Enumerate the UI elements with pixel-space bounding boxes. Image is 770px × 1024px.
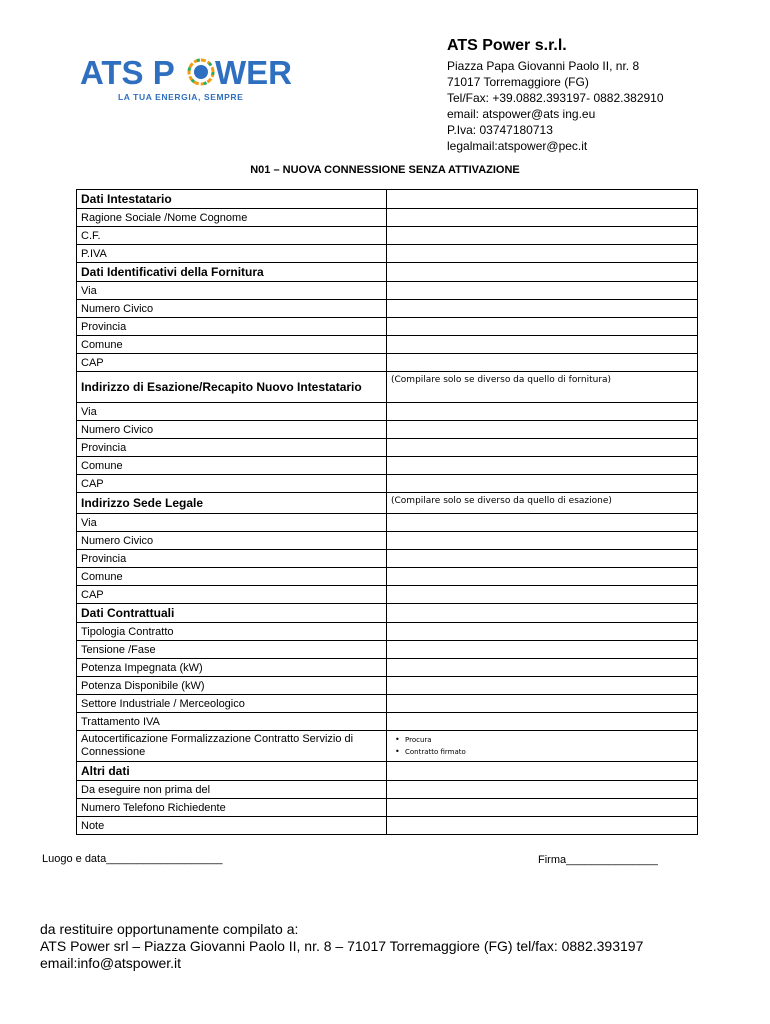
field-label: Numero Civico: [77, 300, 387, 318]
footer-return-info: [40, 921, 643, 972]
section-header: [77, 493, 698, 514]
form-row: [77, 354, 698, 372]
form-row: [77, 457, 698, 475]
field-label: Da eseguire non prima del: [77, 781, 387, 799]
field-label: Tipologia Contratto: [77, 623, 387, 641]
field-label: Numero Civico: [77, 421, 387, 439]
field-label: Note: [77, 817, 387, 835]
document-title: N01 – NUOVA CONNESSIONE SENZA ATTIVAZIONE: [250, 164, 520, 176]
form-row: [77, 641, 698, 659]
value-cell[interactable]: [387, 514, 698, 532]
section-sede-heading: Indirizzo Sede Legale: [77, 493, 387, 514]
form-row: [77, 336, 698, 354]
value-cell[interactable]: [387, 282, 698, 300]
section-header: [77, 604, 698, 623]
value-cell[interactable]: [387, 713, 698, 731]
section-header: [77, 263, 698, 282]
form-row: [77, 781, 698, 799]
autocert-options: [387, 731, 698, 762]
form-row: [77, 318, 698, 336]
field-label: Ragione Sociale /Nome Cognome: [77, 209, 387, 227]
ats-power-logo: [78, 50, 303, 105]
logo-tagline: LA TUA ENERGIA, SEMPRE: [118, 92, 244, 102]
field-label: Tensione /Fase: [77, 641, 387, 659]
form-row: [77, 799, 698, 817]
footer-line-1: da restituire opportunamente compilato a:: [40, 921, 299, 937]
form-row: [77, 227, 698, 245]
company-legalmail: legalmail:atspower@pec.it: [447, 139, 588, 153]
section-intestatario-heading: Dati Intestatario: [77, 190, 387, 209]
bullet-procura[interactable]: • Procura: [395, 734, 693, 746]
field-label: Comune: [77, 336, 387, 354]
field-label: CAP: [77, 354, 387, 372]
value-cell[interactable]: [387, 762, 698, 781]
value-cell[interactable]: [387, 623, 698, 641]
field-label: Provincia: [77, 439, 387, 457]
company-name: ATS Power s.r.l.: [447, 37, 567, 54]
value-cell[interactable]: [387, 781, 698, 799]
value-cell[interactable]: [387, 799, 698, 817]
section-header: [77, 762, 698, 781]
value-cell[interactable]: [387, 190, 698, 209]
field-label: P.IVA: [77, 245, 387, 263]
value-cell[interactable]: [387, 532, 698, 550]
value-cell[interactable]: [387, 695, 698, 713]
bullet-contratto-firmato[interactable]: • Contratto firmato: [395, 746, 693, 758]
company-piva: P.Iva: 03747180713: [447, 123, 553, 137]
value-cell[interactable]: [387, 403, 698, 421]
form-row: [77, 677, 698, 695]
value-cell[interactable]: [387, 245, 698, 263]
field-label: Potenza Impegnata (kW): [77, 659, 387, 677]
form-row: [77, 568, 698, 586]
section-header: [77, 190, 698, 209]
field-label: Via: [77, 282, 387, 300]
field-label: C.F.: [77, 227, 387, 245]
autocert-label: Autocertificazione Formalizzazione Contratto Servizio di Connessione: [77, 731, 387, 762]
form-row: [77, 421, 698, 439]
value-cell[interactable]: [387, 641, 698, 659]
logo-wordmark-wer: WER: [215, 54, 292, 91]
value-cell[interactable]: [387, 354, 698, 372]
field-label: CAP: [77, 475, 387, 493]
value-cell[interactable]: [387, 604, 698, 623]
form-table: [76, 189, 698, 835]
value-cell[interactable]: [387, 550, 698, 568]
field-label: Trattamento IVA: [77, 713, 387, 731]
company-telfax: Tel/Fax: +39.0882.393197- 0882.382910: [447, 91, 664, 105]
section-header: [77, 372, 698, 403]
form-row: [77, 300, 698, 318]
field-label: CAP: [77, 586, 387, 604]
section-sede-note[interactable]: (Compilare solo se diverso da quello di esazione): [387, 493, 698, 514]
field-label: Numero Civico: [77, 532, 387, 550]
value-cell[interactable]: [387, 209, 698, 227]
value-cell[interactable]: [387, 568, 698, 586]
form-row: [77, 403, 698, 421]
logo-sun-icon: [189, 60, 213, 84]
value-cell[interactable]: [387, 421, 698, 439]
value-cell[interactable]: [387, 586, 698, 604]
value-cell[interactable]: [387, 263, 698, 282]
form-row: [77, 623, 698, 641]
luogo-data-line[interactable]: Luogo e data___________________: [42, 853, 223, 865]
field-label: Comune: [77, 568, 387, 586]
company-address: Piazza Papa Giovanni Paolo II, nr. 8: [447, 59, 640, 73]
form-row: [77, 695, 698, 713]
value-cell[interactable]: [387, 336, 698, 354]
field-label: Settore Industriale / Merceologico: [77, 695, 387, 713]
value-cell[interactable]: [387, 439, 698, 457]
value-cell[interactable]: [387, 300, 698, 318]
form-row: [77, 245, 698, 263]
field-label: Potenza Disponibile (kW): [77, 677, 387, 695]
value-cell[interactable]: [387, 318, 698, 336]
form-row: [77, 475, 698, 493]
company-info: [447, 36, 664, 154]
logo-wordmark-ats: ATS P: [80, 54, 175, 91]
form-row: [77, 659, 698, 677]
value-cell[interactable]: [387, 475, 698, 493]
form-row: [77, 817, 698, 835]
form-row: [77, 532, 698, 550]
field-label: Comune: [77, 457, 387, 475]
firma-line[interactable]: Firma_______________: [538, 854, 658, 866]
value-cell[interactable]: [387, 659, 698, 677]
field-label: Numero Telefono Richiedente: [77, 799, 387, 817]
form-row: [77, 439, 698, 457]
form-row: [77, 586, 698, 604]
section-esazione-note[interactable]: (Compilare solo se diverso da quello di fornitura): [387, 372, 698, 403]
form-row: [77, 713, 698, 731]
field-label: Via: [77, 403, 387, 421]
field-label: Via: [77, 514, 387, 532]
section-contrattuali-heading: Dati Contrattuali: [77, 604, 387, 623]
form-row: [77, 282, 698, 300]
form-row: [77, 514, 698, 532]
value-cell[interactable]: [387, 227, 698, 245]
field-label: Provincia: [77, 550, 387, 568]
form-row: [77, 550, 698, 568]
value-cell[interactable]: [387, 457, 698, 475]
form-row: [77, 731, 698, 762]
section-fornitura-heading: Dati Identificativi della Fornitura: [77, 263, 387, 282]
value-cell[interactable]: [387, 677, 698, 695]
company-email: email: atspower@ats ing.eu: [447, 107, 596, 121]
form-row: [77, 209, 698, 227]
company-city: 71017 Torremaggiore (FG): [447, 75, 589, 89]
footer-line-2: ATS Power srl – Piazza Giovanni Paolo II, nr. 8 – 71017 Torremaggiore (FG) tel/fax: 0882.393197: [40, 938, 644, 954]
value-cell[interactable]: [387, 817, 698, 835]
section-altri-heading: Altri dati: [77, 762, 387, 781]
section-esazione-heading: Indirizzo di Esazione/Recapito Nuovo Intestatario: [77, 372, 387, 403]
footer-line-3: email:info@atspower.it: [40, 955, 182, 971]
field-label: Provincia: [77, 318, 387, 336]
